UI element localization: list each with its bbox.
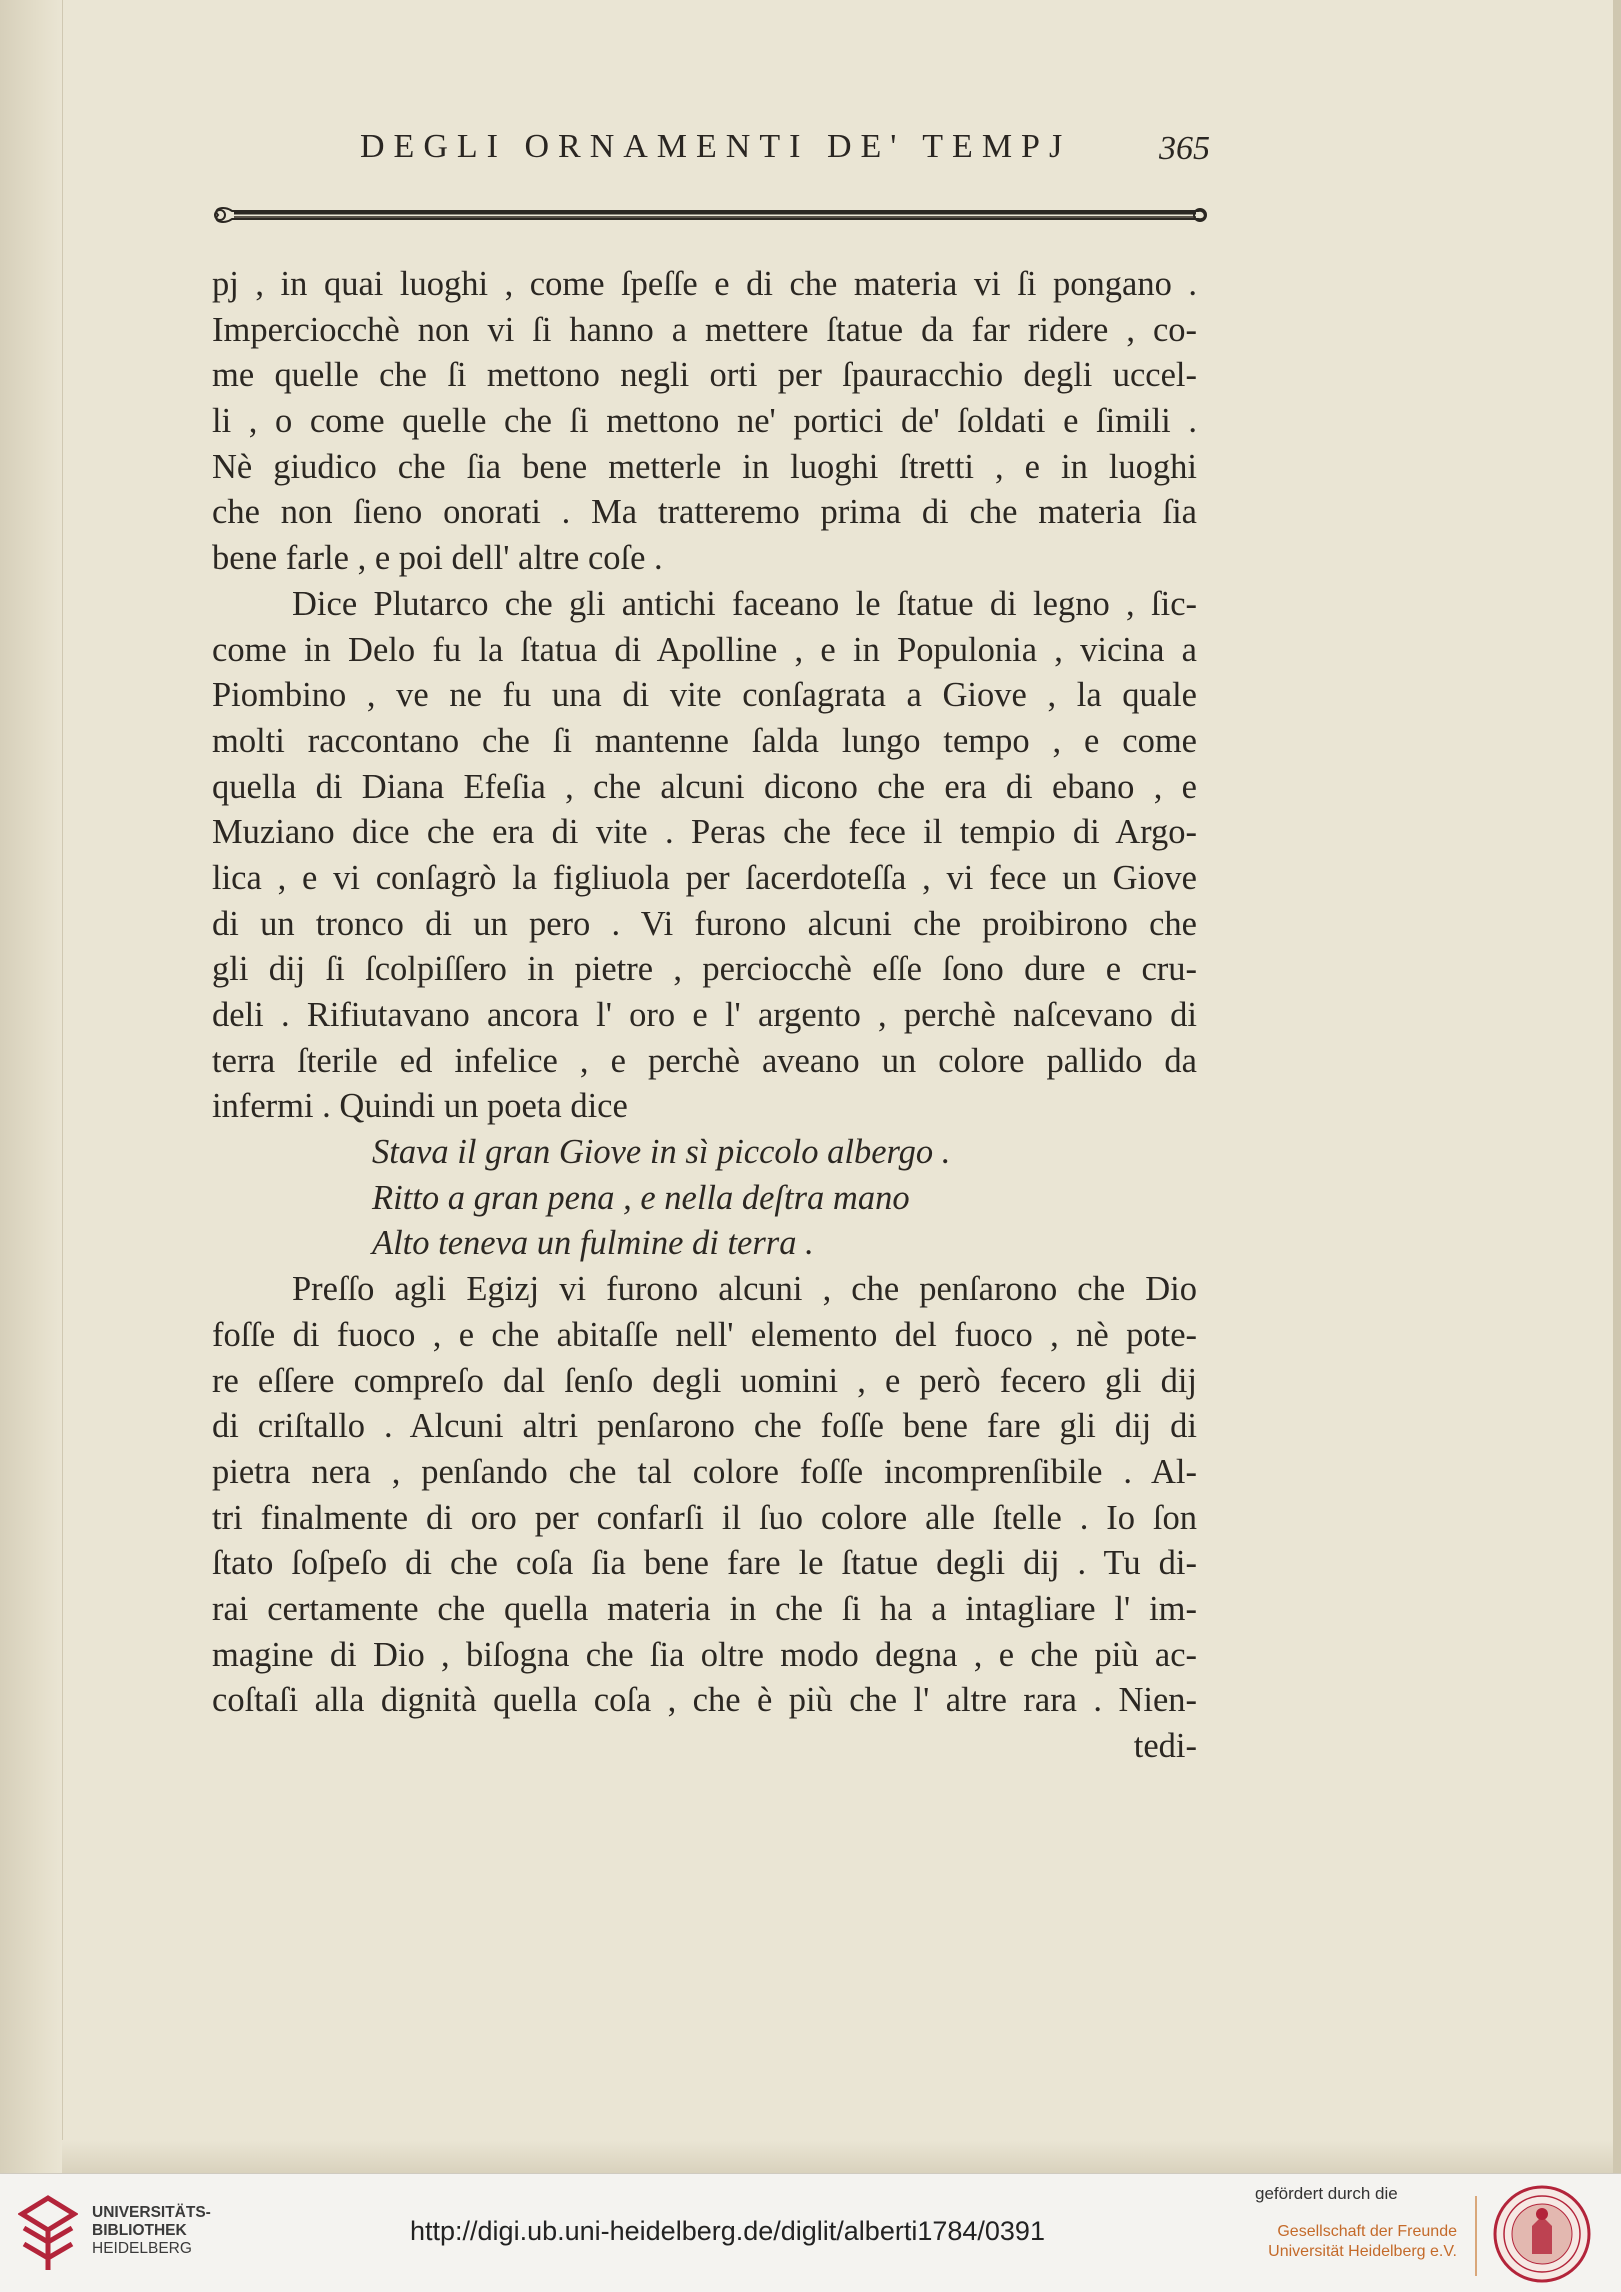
text-line: ſtato ſoſpeſo di che coſa ſia bene fare le ſtatue degli dij . Tu di- [212, 1544, 1197, 1583]
page-edge [1613, 0, 1621, 2173]
sponsor-name[interactable] [1262, 2222, 1457, 2262]
text-line: di un tronco di un pero . Vi furono alcuni che proibirono che [212, 904, 1197, 943]
text-line: Piombino , ve ne fu una di vite conſagrata a Giove , la quale [212, 676, 1197, 715]
viewer-footer [0, 2173, 1621, 2292]
text-line: magine di Dio , biſogna che ſia oltre modo degna , e che più ac- [212, 1635, 1197, 1674]
ub-heidelberg-logo-icon[interactable] [18, 2194, 78, 2272]
page-header [360, 128, 1210, 178]
ornamental-rule [210, 200, 1210, 230]
verse-line: Stava il gran Giove in sì piccolo albergo . [372, 1133, 951, 1172]
text-line: gli dij ſi ſcolpiſſero in pietre , perciocchè eſſe ſono dure e cru- [212, 950, 1197, 989]
footer-divider [1475, 2196, 1477, 2276]
text-line: lica , e vi conſagrò la figliuola per ſacerdoteſſa , vi fece un Giove [212, 858, 1197, 897]
page-bottom-shadow [62, 2140, 1613, 2173]
page-number: 365 [1159, 130, 1210, 167]
library-name-line: BIBLIOTHEK [92, 2222, 187, 2239]
text-line: li , o come quelle che ſi mettono ne' portici de' ſoldati e ſimili . [212, 402, 1197, 441]
sponsor-name-line: Gesellschaft der Freunde [1277, 2223, 1457, 2240]
running-title: DEGLI ORNAMENTI DE' TEMPJ [360, 128, 1072, 165]
text-line: che non ſieno onorati . Ma tratteremo prima di che materia ſia [212, 493, 1197, 532]
text-line: foſſe di fuoco , e che abitaſſe nell' elemento del fuoco , nè pote- [212, 1315, 1197, 1354]
library-name-line: HEIDELBERG [92, 2240, 192, 2257]
text-line: pietra nera , penſando che tal colore foſſe incomprenſibile . Al- [212, 1452, 1197, 1491]
text-line: tri finalmente di oro per confarſi il ſuo colore alle ſtelle . Io ſon [212, 1498, 1197, 1537]
text-line: infermi . Quindi un poeta dice [212, 1087, 628, 1126]
sponsor-label: gefördert durch die [1255, 2184, 1398, 2203]
text-line: Dice Plutarco che gli antichi faceano le ſtatue di legno , ſic- [292, 584, 1197, 623]
sponsor-name-line: Universität Heidelberg e.V. [1268, 2243, 1457, 2260]
text-line: pj , in quai luoghi , come ſpeſſe e di che materia vi ſi pongano . [212, 265, 1197, 303]
verse-line: Alto teneva un fulmine di terra . [372, 1224, 814, 1263]
book-gutter [0, 0, 63, 2173]
catchword: tedi- [1133, 1727, 1197, 1765]
text-line: coſtaſi alla dignità quella coſa , che è più che l' altre rara . Nien- [212, 1681, 1197, 1720]
text-line: di criſtallo . Alcuni altri penſarono che foſſe bene fare gli dij di [212, 1407, 1197, 1446]
text-line: me quelle che ſi mettono negli orti per ſpauracchio degli uccel- [212, 356, 1197, 395]
text-line: re eſſere compreſo dal ſenſo degli uomini , e però fecero gli dij [212, 1361, 1197, 1400]
library-name-line: UNIVERSITÄTS- [92, 2204, 211, 2221]
university-seal-icon [1492, 2184, 1592, 2284]
text-line: deli . Rifiutavano ancora l' oro e l' argento , perchè naſcevano di [212, 996, 1197, 1034]
text-line: molti raccontano che ſi mantenne ſalda lungo tempo , e come [212, 721, 1197, 760]
text-line: Imperciocchè non vi ſi hanno a mettere ſtatue da far ridere , co- [212, 310, 1197, 349]
text-line: terra ſterile ed infelice , e perchè aveano un colore pallido da [212, 1041, 1197, 1080]
text-line: Nè giudico che ſia bene metterle in luoghi ſtretti , e in luoghi [212, 447, 1197, 486]
text-line: rai certamente che quella materia in che ſi ha a intagliare l' im- [212, 1589, 1197, 1628]
library-name [92, 2204, 211, 2258]
text-line: bene farle , e poi dell' altre coſe . [212, 539, 663, 578]
text-line: Muziano dice che era di vite . Peras che fece il tempio di Argo- [212, 813, 1197, 852]
body-text [212, 262, 1197, 1770]
text-line: come in Delo fu la ſtatua di Apolline , e in Populonia , vicina a [212, 630, 1197, 669]
text-line: quella di Diana Efeſia , che alcuni dicono che era di ebano , e [212, 767, 1197, 806]
permalink-url[interactable]: http://digi.ub.uni-heidelberg.de/diglit/alberti1784/0391 [410, 2216, 1045, 2246]
verse-line: Ritto a gran pena , e nella deſtra mano [372, 1178, 910, 1217]
text-line: Preſſo agli Egizj vi furono alcuni , che penſarono che Dio [292, 1270, 1197, 1309]
